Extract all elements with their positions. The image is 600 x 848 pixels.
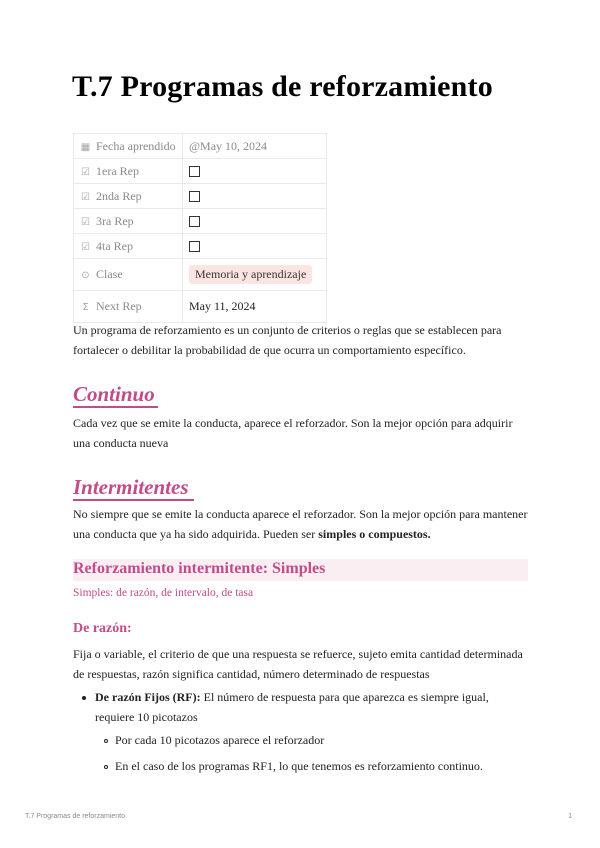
property-row — [74, 291, 327, 323]
properties-table — [73, 133, 327, 323]
rep1-checkbox[interactable] — [189, 166, 200, 177]
heading-simples: Reforzamiento intermitente: Simples — [73, 560, 326, 577]
list-item: De razón Fijos (RF): El número de respuesta para que aparezca es siempre igual, requiere 10 picotazos — [95, 690, 489, 724]
property-row — [74, 184, 327, 209]
property-key: 3ra Rep — [96, 213, 134, 228]
property-key: Fecha aprendido — [96, 138, 176, 153]
list-item: Por cada 10 picotazos aparece el reforzador — [115, 733, 325, 747]
razon-paragraph: Fija o variable, el criterio de que una respuesta se refuerce, sujeto emita cantidad determinada de respuestas, razón significa cantidad, número determinado de respuestas — [73, 647, 523, 681]
next-rep-value: May 11, 2024 — [189, 299, 256, 313]
page-number: 1 — [568, 813, 572, 820]
bullet-dot — [82, 696, 86, 700]
calendar-icon: ▦ — [80, 141, 91, 153]
select-icon: ⊙ — [81, 270, 90, 281]
heading-underline — [73, 499, 194, 501]
property-key: 1era Rep — [96, 163, 139, 178]
list-item: En el caso de los programas RF1, lo que tenemos es reforzamiento continuo. — [115, 759, 483, 773]
property-row — [74, 209, 327, 234]
rep3-checkbox[interactable] — [189, 216, 200, 227]
rep2-checkbox[interactable] — [189, 191, 200, 202]
property-key: 4ta Rep — [96, 238, 133, 253]
simples-subtitle: Simples: de razón, de intervalo, de tasa — [73, 587, 254, 599]
heading-continuo: Continuo — [73, 382, 155, 406]
heading-de-razon: De razón: — [73, 621, 132, 636]
property-key: Next Rep — [96, 299, 142, 313]
page-title: T.7 Programas de reforzamiento — [72, 70, 493, 103]
rep4-checkbox[interactable] — [189, 241, 200, 252]
checkbox-prop-icon: ☑ — [81, 241, 90, 253]
date-value[interactable]: @May 10, 2024 — [189, 138, 268, 153]
property-row — [74, 234, 327, 259]
intro-paragraph: Un programa de reforzamiento es un conjunto de criterios o reglas que se establecen para fortalecer o debilitar la probabilidad de que ocurra un comportamiento específico. — [73, 323, 502, 357]
checkbox-prop-icon: ☑ — [81, 216, 90, 228]
property-row — [74, 159, 327, 184]
property-row — [74, 134, 327, 159]
footer-title: T.7 Programas de reforzamiento — [25, 813, 125, 820]
checkbox-prop-icon: ☑ — [81, 191, 90, 203]
heading-underline — [73, 406, 158, 408]
bullet-circle — [104, 739, 108, 743]
property-key: Clase — [96, 267, 123, 281]
formula-icon: Σ — [82, 302, 89, 313]
property-key: 2nda Rep — [96, 188, 142, 203]
checkbox-prop-icon: ☑ — [81, 166, 90, 178]
class-tag[interactable]: Memoria y aprendizaje — [189, 265, 312, 284]
continuo-paragraph: Cada vez que se emite la conducta, aparece el reforzador. Son la mejor opción para adquirir una conducta nueva — [73, 416, 513, 450]
bullet-circle — [104, 765, 108, 769]
property-row — [74, 259, 327, 291]
heading-intermitentes: Intermitentes — [73, 475, 189, 499]
intermitentes-paragraph: No siempre que se emite la conducta aparece el reforzador. Son la mejor opción para mantener una conducta que ya ha sido adquirida. Pueden ser simples o compuestos. — [73, 507, 528, 541]
